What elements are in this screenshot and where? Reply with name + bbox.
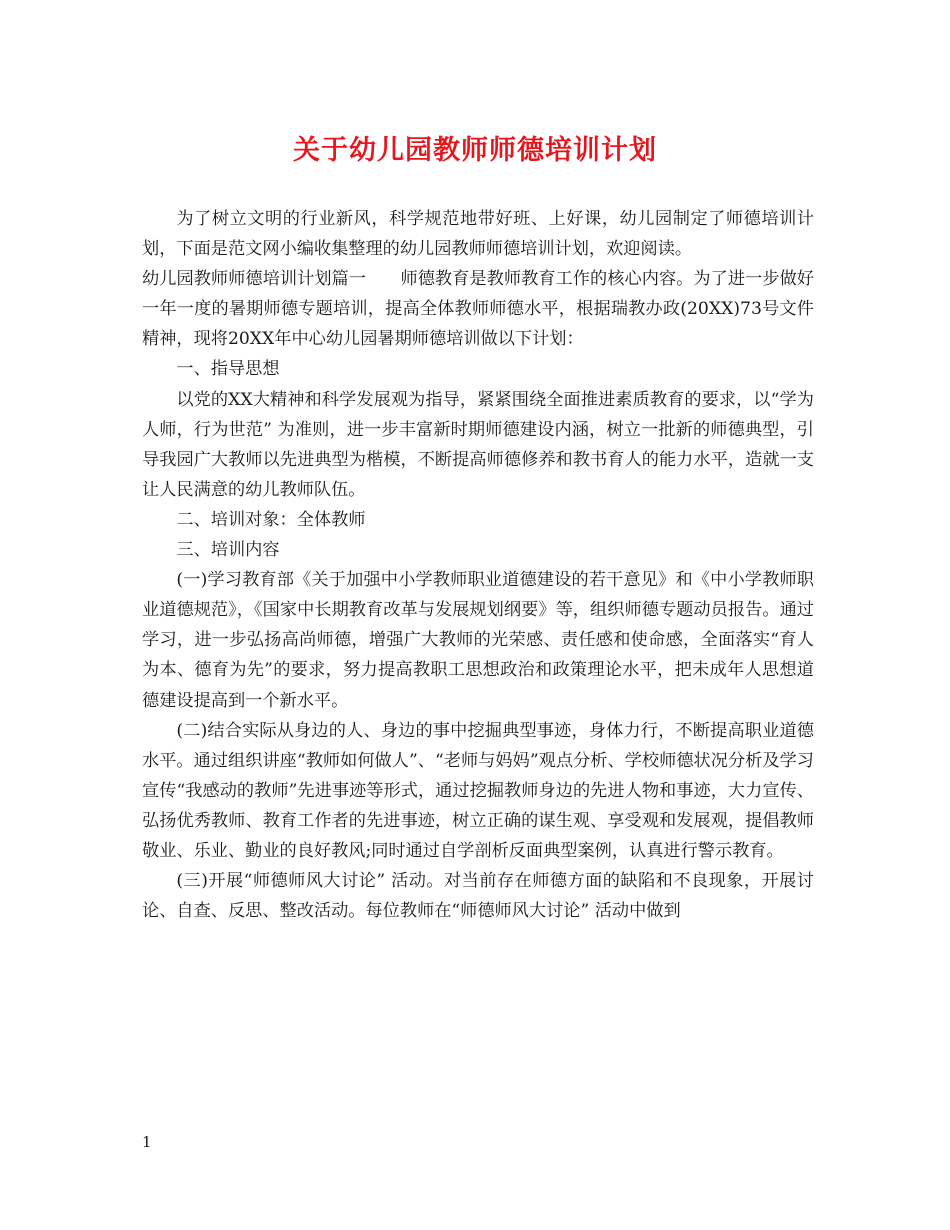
paragraph-content-one: (一)学习教育部《关于加强中小学教师职业道德建设的若干意见》和《中小学教师职业道德规范》，《国家中长期教育改革与发展规划纲要》等，组织师德专题动员报告。通过学习，进一步弘扬高尚师德，增强广大教师的光荣感、责任感和使命感，全面落实“育人为本、德育为先”的要求，努力提高教职工思想政治和政策理论水平，把未成年人思想道德建设提高到一个新水平。 (142, 570, 814, 711)
heading-guiding-thought: 一、指导思想 (176, 359, 280, 380)
paragraph-content-two: (二)结合实际从身边的人、身边的事中挖掘典型事迹，身体力行，不断提高职业道德水平。通过组织讲座“教师如何做人”、“老师与妈妈”观点分析、学校师德状况分析及学习宣传“我感动的教师”先进事迹等形式，通过挖掘教师身边的先进人物和事迹，大力宣传、弘扬优秀教师、教育工作者的先进事迹，树立正确的谋生观、享受观和发展观，提倡教师敬业、乐业、勤业的良好教风;同时通过自学剖析反面典型案例，认真进行警示教育。 (142, 720, 814, 861)
paragraph-content-three: (三)开展“师德师风大讨论” 活动。对当前存在师德方面的缺陷和不良现象，开展讨论、自查、反思、整改活动。每位教师在“师德师风大讨论” 活动中做到 (142, 871, 814, 922)
paragraph-intro: 为了树立文明的行业新风，科学规范地带好班、上好课，幼儿园制定了师德培训计划，下面是范文网小编收集整理的幼儿园教师师德培训计划，欢迎阅读。 (142, 209, 814, 260)
heading-training-content: 三、培训内容 (176, 540, 280, 561)
page-title: 关于幼儿园教师师德培训计划 (293, 135, 657, 166)
paragraph-guiding-thought: 以党的XX大精神和科学发展观为指导，紧紧围绕全面推进素质教育的要求，以“学为人师，行为世范” 为准则，进一步丰富新时期师德建设内涵，树立一批新的师德典型，引导我园广大教师以先进典型为楷模，不断提高师德修养和教书育人的能力水平，造就一支让人民满意的幼儿教师队伍。 (142, 389, 814, 500)
heading-training-target: 二、培训对象：全体教师 (176, 509, 366, 530)
paragraph-plan-one: 幼儿园教师师德培训计划篇一 师德教育是教师教育工作的核心内容。为了进一步做好一年一度的暑期师德专题培训，提高全体教师师德水平，根据瑞教办政(20XX)73号文件精神，现将20XX年中心幼儿园暑期师德培训做以下计划： (142, 269, 814, 350)
document-body (142, 204, 814, 926)
page-number: 1 (142, 1133, 152, 1151)
